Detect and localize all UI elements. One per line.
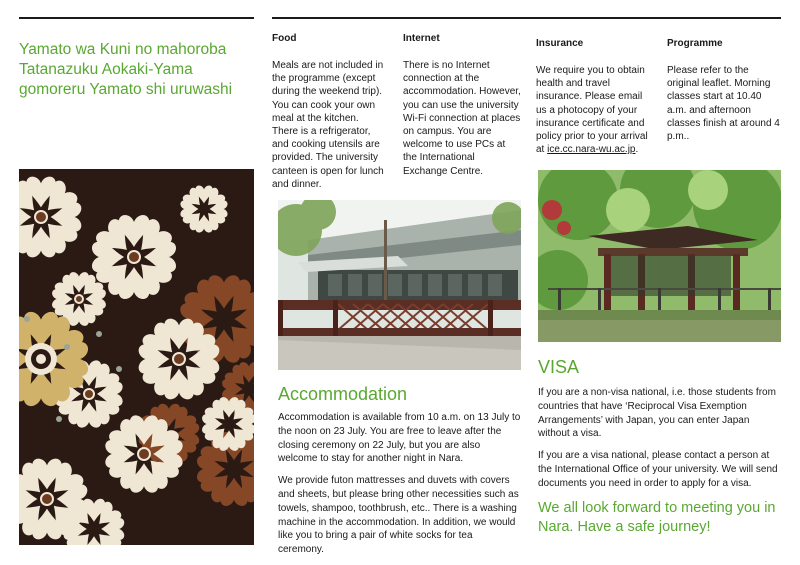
programme-heading: Programme [667,38,723,49]
insurance-text-before: We require you to obtain health and travel insurance. Please email us a photocopy of your insurance certificate and policy prior to your arrival at [536,65,648,156]
programme-section [667,38,782,143]
insurance-email-link[interactable]: ice.cc.nara-wu.ac.jp [547,144,636,156]
poem [19,40,259,100]
accommodation-paragraph: Accommodation is available from 10 a.m. on 13 July to the noon on 23 July. You are free to leave after the closing ceremony on 22 July, but you are also welcome to stay for another night in Nara. [278,412,521,465]
insurance-text [536,64,654,156]
poem-line: gomoreru Yamato shi uruwashi [19,81,233,98]
food-text: Meals are not included in the programme (except during the weekend trip). You can cook your own meal at the kitchen. There is a refrigerator, and cooking utensils are provided. The university canteen is open for lunch and dinner. [272,60,384,190]
decorative-pattern-image [19,169,254,545]
insurance-heading: Insurance [536,38,584,49]
visa-heading: VISA [538,357,580,377]
accommodation-paragraph: We provide futon mattresses and duvets with covers and sheets, but please bring other necessities such as towels, shampoo, toothbrush, etc.. There is a washing machine in the accommodation. In addition, we would like you to bring a pair of white socks for tea ceremony. [278,475,519,556]
food-section [272,33,387,191]
visa-paragraph: If you are a visa national, please contact a person at the International Office of your university. We will send documents you need in order to apply for a visa. [538,450,778,489]
food-heading: Food [272,33,297,44]
insurance-section [536,38,654,156]
programme-text: Please refer to the original leaflet. Morning classes start at 10.40 a.m. and afternoon classes finish at around 4 p.m.. [667,65,780,143]
poem-line: Yamato wa Kuni no mahoroba [19,41,227,58]
garden-pavilion-photo [538,170,781,342]
closing-message [538,499,782,537]
closing-line: We all look forward to meeting you in [538,500,776,516]
insurance-text-after: . [635,144,639,156]
top-rule-right [272,17,781,19]
accommodation-heading: Accommodation [278,384,408,404]
accommodation-photo [278,200,521,370]
internet-text: There is no Internet connection at the accommodation. However, you can use the university Wi-Fi connection at places on campus. You are welcome to use PCs at the International Exchange Centre. [403,60,521,177]
poem-line: Tatanazuku Aokaki-Yama [19,61,193,78]
top-rule-left [19,17,254,19]
internet-heading: Internet [403,33,440,44]
internet-section [403,33,521,178]
closing-line: Nara. Have a safe journey! [538,519,711,535]
visa-text [538,386,782,499]
visa-paragraph: If you are a non-visa national, i.e. those students from countries that have ‘Reciprocal Visa Exemption Arrangements’ with Japan, you can enter Japan without a visa. [538,387,776,440]
accommodation-text [278,411,521,565]
